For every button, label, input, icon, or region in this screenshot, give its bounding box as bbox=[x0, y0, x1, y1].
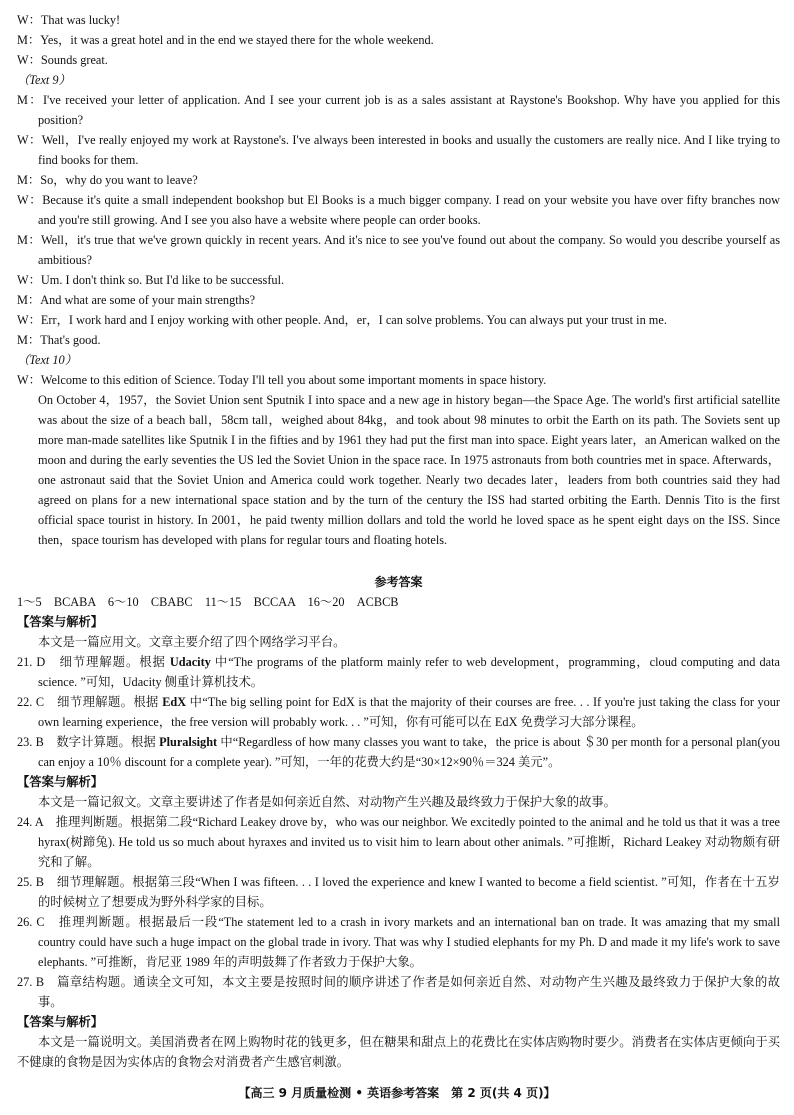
dialog-line: W：Um. I don't think so. But I'd like to be successful. bbox=[17, 273, 285, 287]
dialog-line: W：Welcome to this edition of Science. Today I'll tell you about some important moments in space history. bbox=[17, 373, 547, 387]
section-heading: 【答案与解析】 bbox=[17, 775, 104, 789]
answer-item: 26. C 推理判断题。根据最后一段“The statement led to a crash in ivory markets and an international ban on trade. It was amazing that my small country could have such a huge impact on the global trade in ivory. That was why I studied elephants for my Ph. D and made it my life's work to save elephants. ”可推断，肯尼亚 1989 年的声明鼓舞了作者致力于保护大象。 bbox=[17, 915, 780, 969]
dialog-line: M：I've received your letter of application. And I see your current job is as a sales assistant at Raystone's Bookshop. Why have you applied for this position? bbox=[17, 93, 780, 127]
dialog-line: M：So，why do you want to leave? bbox=[17, 173, 198, 187]
answer-item: 25. B 细节理解题。根据第三段“When I was fifteen. . . I loved the experience and knew I wanted to become a field scientist. ”可知，作者在十五岁的时候树立了想要成为野外科学家的目标。 bbox=[17, 875, 780, 909]
dialog-line: W：Sounds great. bbox=[17, 53, 108, 67]
section-intro: 本文是一篇应用文。文章主要介绍了四个网络学习平台。 bbox=[38, 635, 346, 649]
answer-item: 27. B 篇章结构题。通读全文可知，本文主要是按照时间的顺序讲述了作者是如何亲近自然、对动物产生兴趣及最终致力于保护大象的故事。 bbox=[17, 975, 780, 1009]
section-heading: 【答案与解析】 bbox=[17, 615, 104, 629]
answer-item: 21. D 细节理解题。根据 Udacity 中“The programs of the platform mainly refer to web development，programming，cloud computing and data science. ”可知，Udacity 侧重计算机技术。 bbox=[17, 655, 780, 689]
page-footer: 【高三 9 月质量检测 • 英语参考答案 第 2 页(共 4 页)】 bbox=[238, 1086, 556, 1100]
dialog-line: W：Err，I work hard and I enjoy working with other people. And，er，I can solve problems. You can always put your trust in me. bbox=[17, 313, 667, 327]
dialog-line: M：Yes，it was a great hotel and in the end we stayed there for the whole weekend. bbox=[17, 33, 434, 47]
dialog-line: M：That's good. bbox=[17, 333, 101, 347]
section-intro: 本文是一篇记叙文。文章主要讲述了作者是如何亲近自然、对动物产生兴趣及最终致力于保护大象的故事。 bbox=[38, 795, 616, 809]
dialog-line: W：That was lucky! bbox=[17, 13, 121, 27]
dialog-line: W：Because it's quite a small independent bookshop but El Books is a much bigger company. I read on your website you have over fifty branches now and you're still growing. And I see you also have a website where people can order books. bbox=[17, 193, 781, 227]
text10-label: （Text 10） bbox=[17, 353, 78, 367]
text10-body: On October 4，1957，the Soviet Union sent Sputnik I into space and a new age in history began—the Space Age. The world's first artificial satellite was about the size of a beach ball，58cm tall，weighed about 84kg，and took about 98 minutes to orbit the Earth on its path. The Soviets sent up more man-made satellites like Sputnik I in the fifties and by 1961 they had put the first man into space. Eight years later，an American walked on the moon and during the early seventies the US led the Soviet Union in the space race. In 1975 astronauts from both countries met in space. Afterwards，one astronaut said that the Soviet Union and America could work together. Nearly two decades later，leaders from both countries said they had agreed on plans for a new international space station and by the turn of the century the ISS had started orbiting the Earth. Dennis Tito is the first official space tourist in history. In 2001，he paid twenty million dollars and told the world he loved space as he spent eight days on the ISS. Since then，space tourism has developed with plans for regular tours and floating hotels. bbox=[38, 393, 780, 547]
answer-key: 1～5 BCABA 6～10 CBABC 11～15 BCCAA 16～20 ACBCB bbox=[17, 595, 399, 609]
dialog-line: W：Well，I've really enjoyed my work at Raystone's. I've always been interested in books and usually the customers are really nice. And I like trying to find books for them. bbox=[17, 133, 780, 167]
answer-heading: 参考答案 bbox=[374, 575, 423, 589]
answer-item: 22. C 细节理解题。根据 EdX 中“The big selling point for EdX is that the majority of their courses are free. . . If you're just taking the class for your own learning experience，the free version will probably work. . . ”可知，你有可能可以在 EdX 免费学习大部分课程。 bbox=[17, 695, 780, 729]
section-intro: 本文是一篇说明文。美国消费者在网上购物时花的钱更多，但在糖果和甜点上的花费比在实体店购物时要少。消费者在实体店更倾向于买不健康的食物是因为实体店的食物会对消费者产生感官刺激。 bbox=[17, 1035, 780, 1069]
text9-label: （Text 9） bbox=[17, 73, 71, 87]
answer-item: 23. B 数字计算题。根据 Pluralsight 中“Regardless of how many classes you want to take，the price is about ＄30 per month for a personal plan(you can enjoy a 10％ discount for a complete year). ”可知，一年的花费大约是“30×12×90％＝324 美元”。 bbox=[17, 735, 780, 769]
dialog-line: M：Well，it's true that we've grown quickly in recent years. And it's nice to see you've found out about the company. So would you describe yourself as ambitious? bbox=[17, 233, 780, 267]
answer-item: 24. A 推理判断题。根据第二段“Richard Leakey drove by，who was our neighbor. We excitedly pointed to the animal and he told us that it was a tree hyrax(树蹄兔). He told us so much about hyraxes and invited us to visit him to learn about other animals. ”可推断，Richard Leakey 对动物颇有研究和了解。 bbox=[17, 815, 780, 869]
section-heading: 【答案与解析】 bbox=[17, 1015, 104, 1029]
dialog-line: M：And what are some of your main strengths? bbox=[17, 293, 256, 307]
